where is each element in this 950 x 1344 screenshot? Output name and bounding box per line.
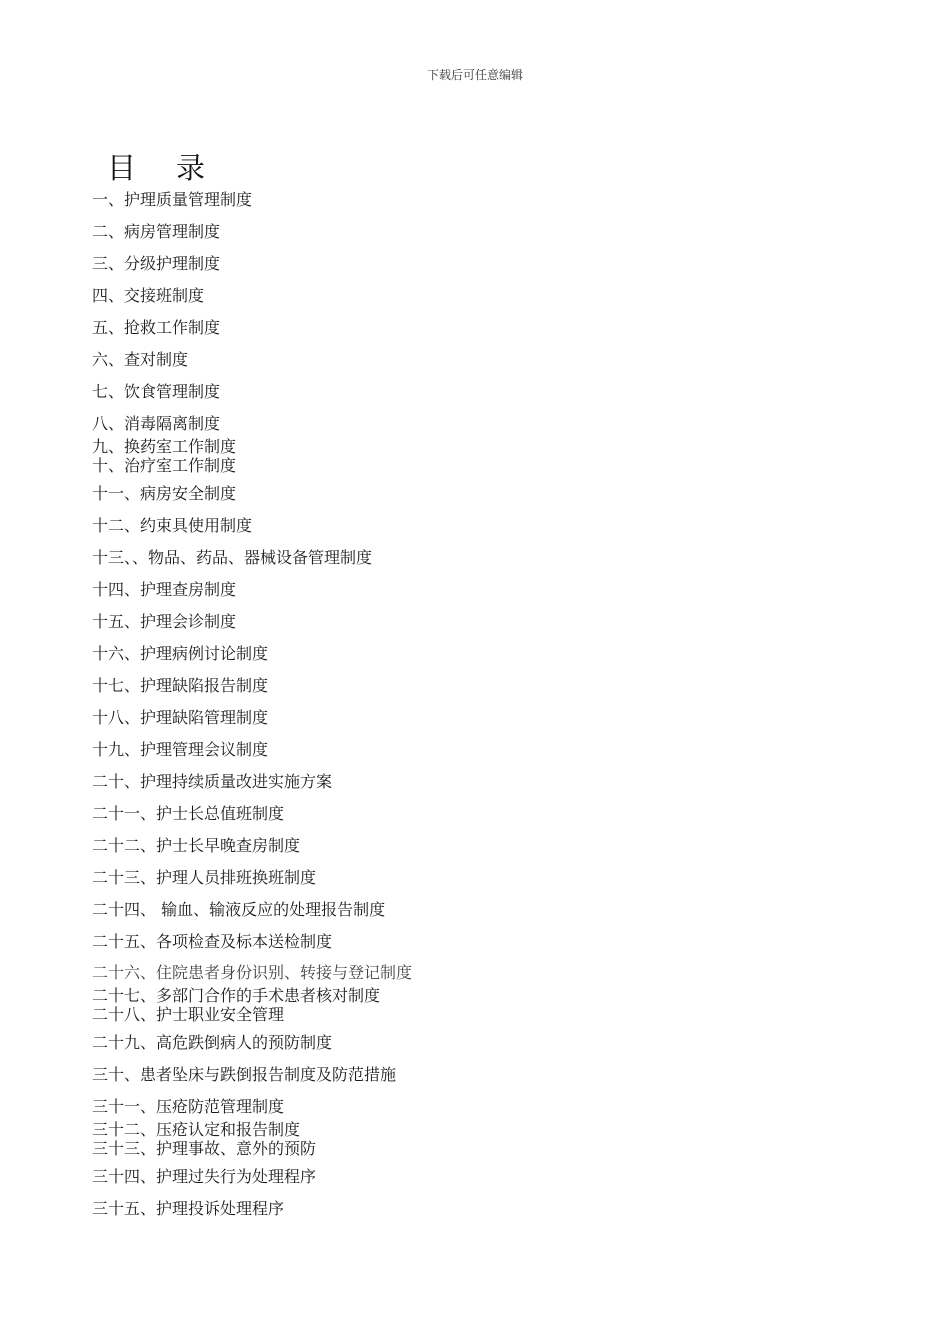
toc-item: 二十四、 输血、输液反应的处理报告制度 (92, 900, 386, 919)
toc-item: 四、交接班制度 (92, 286, 205, 305)
toc-item: 三十四、护理过失行为处理程序 (92, 1167, 317, 1186)
toc-item: 三十三、护理事故、意外的预防 (92, 1139, 317, 1158)
toc-title: 目录 (107, 151, 246, 185)
toc-item: 二十八、护士职业安全管理 (92, 1005, 285, 1024)
toc-item: 三十、患者坠床与跌倒报告制度及防范措施 (92, 1065, 397, 1084)
toc-item: 二十二、护士长早晚查房制度 (92, 836, 301, 855)
toc-item: 十二、约束具使用制度 (92, 516, 253, 535)
toc-item: 十四、护理查房制度 (92, 580, 237, 599)
toc-item: 二十五、各项检查及标本送检制度 (92, 932, 333, 951)
toc-item: 十七、护理缺陷报告制度 (92, 676, 269, 695)
toc-item: 二十三、护理人员排班换班制度 (92, 868, 317, 887)
toc-item: 十、治疗室工作制度 (92, 456, 237, 475)
toc-item: 三、分级护理制度 (92, 254, 221, 273)
toc-item: 二十一、护士长总值班制度 (92, 804, 285, 823)
toc-item: 十三、、物品、药品、器械设备管理制度 (92, 548, 373, 567)
toc-item: 十六、护理病例讨论制度 (92, 644, 269, 663)
toc-item: 二十、护理持续质量改进实施方案 (92, 772, 333, 791)
toc-item: 三十二、压疮认定和报告制度 (92, 1120, 301, 1139)
header-note: 下载后可任意编辑 (426, 68, 523, 82)
toc-item: 二十九、高危跌倒病人的预防制度 (92, 1033, 333, 1052)
toc-item: 九、换药室工作制度 (92, 437, 237, 456)
toc-item: 七、饮食管理制度 (92, 382, 221, 401)
toc-item: 六、查对制度 (92, 350, 189, 369)
toc-item: 三十一、压疮防范管理制度 (92, 1097, 285, 1116)
toc-item: 五、抢救工作制度 (92, 318, 221, 337)
toc-item: 二十六、住院患者身份识别、转接与登记制度 (92, 963, 413, 982)
toc-item: 十八、护理缺陷管理制度 (92, 708, 269, 727)
toc-item: 八、消毒隔离制度 (92, 414, 221, 433)
toc-item: 十五、护理会诊制度 (92, 612, 237, 631)
toc-item: 十一、病房安全制度 (92, 484, 237, 503)
toc-item: 二十七、多部门合作的手术患者核对制度 (92, 986, 381, 1005)
toc-item: 二、病房管理制度 (92, 222, 221, 241)
toc-item: 一、护理质量管理制度 (92, 190, 253, 209)
toc-item: 三十五、护理投诉处理程序 (92, 1199, 285, 1218)
toc-item: 十九、护理管理会议制度 (92, 740, 269, 759)
